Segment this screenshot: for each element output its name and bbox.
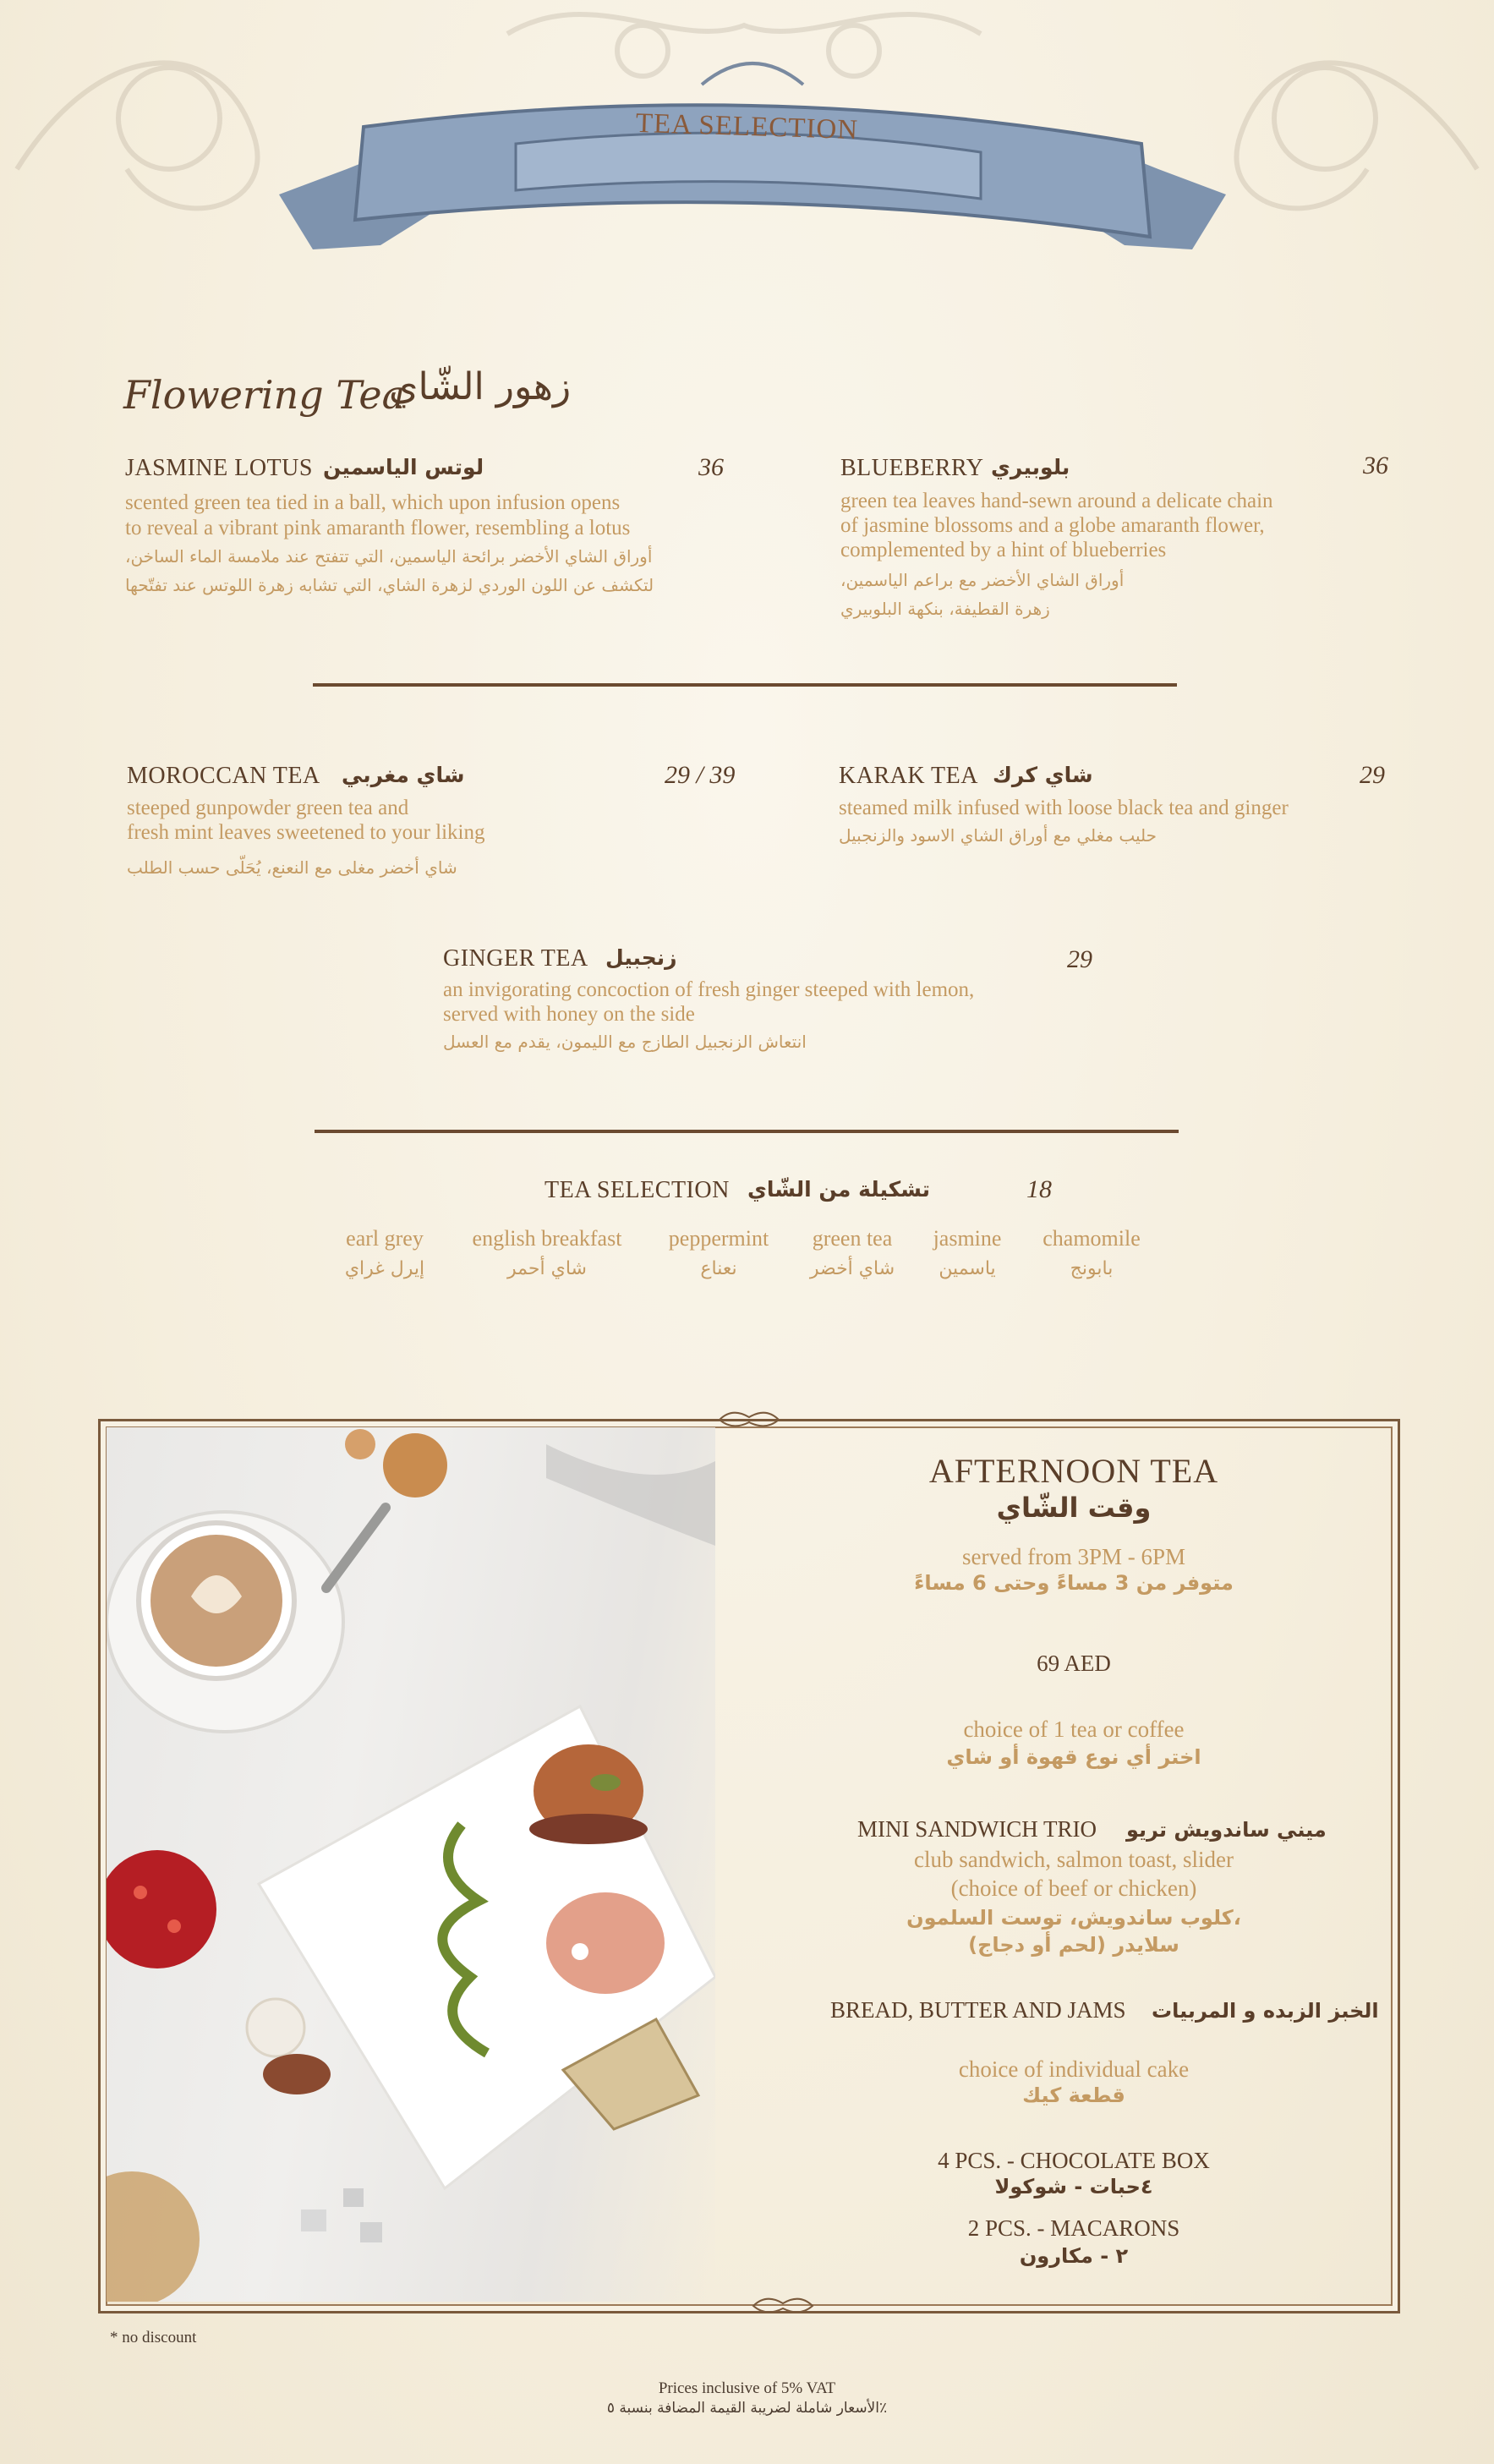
tea-name: english breakfast bbox=[472, 1226, 622, 1251]
item-desc-ar: زهرة القطيفة، بنكهة البلوبيري bbox=[840, 599, 1050, 619]
tea-name: green tea bbox=[812, 1226, 893, 1251]
afternoon-title-ar: وقت الشّاي bbox=[996, 1492, 1152, 1524]
tea-name-ar: بابونج bbox=[1070, 1258, 1114, 1279]
macarons-ar: ٢ - مكارون bbox=[1019, 2244, 1129, 2268]
item-name-ar: زنجبيل bbox=[605, 945, 677, 970]
item-desc: steeped gunpowder green tea and bbox=[127, 797, 409, 819]
item-name: BLUEBERRY bbox=[840, 455, 984, 481]
tea-name: jasmine bbox=[933, 1226, 1002, 1251]
tea-name-ar: شاي أخضر bbox=[809, 1258, 895, 1279]
item-price: 29 / 39 bbox=[665, 761, 736, 789]
banner-title: TEA SELECTION bbox=[635, 107, 859, 146]
item-price: 36 bbox=[1363, 452, 1388, 479]
item-desc: complemented by a hint of blueberries bbox=[840, 539, 1167, 561]
chocolate-box-ar: ٤حبات - شوكولا bbox=[994, 2175, 1153, 2198]
afternoon-choice: choice of 1 tea or coffee bbox=[963, 1717, 1185, 1742]
bread-title: BREAD, BUTTER AND JAMS bbox=[830, 1997, 1126, 2023]
flowering-title-ar: زهور الشّاي bbox=[389, 365, 572, 408]
item-name-ar: لوتس الياسمين bbox=[323, 455, 484, 479]
tea-name-ar: نعناع bbox=[700, 1258, 737, 1279]
item-name-ar: شاي كرك bbox=[993, 763, 1093, 787]
tea-selection-title-ar: تشكيلة من الشّاي bbox=[747, 1177, 931, 1202]
banner-ribbon bbox=[279, 51, 1226, 304]
sandwich-title-ar: ميني ساندويش تريو bbox=[1126, 1818, 1327, 1842]
item-desc: fresh mint leaves sweetened to your liking bbox=[127, 821, 485, 844]
item-desc: an invigorating concoction of fresh ginger steeped with lemon, bbox=[443, 978, 975, 1001]
divider bbox=[313, 683, 1177, 687]
afternoon-title: AFTERNOON TEA bbox=[928, 1452, 1219, 1490]
vat-note: Prices inclusive of 5% VAT bbox=[658, 2379, 836, 2397]
item-desc: to reveal a vibrant pink amaranth flower, resembling a lotus bbox=[125, 517, 631, 539]
sandwich-desc: (choice of beef or chicken) bbox=[950, 1875, 1197, 1901]
divider bbox=[315, 1130, 1179, 1133]
item-desc: scented green tea tied in a ball, which upon infusion opens bbox=[125, 491, 621, 514]
item-name: JASMINE LOTUS bbox=[125, 455, 313, 481]
afternoon-served-ar: متوفر من 3 مساءً وحتى 6 مساءً bbox=[914, 1571, 1234, 1595]
item-desc: of jasmine blossoms and a globe amaranth flower, bbox=[840, 514, 1265, 537]
item-price: 36 bbox=[698, 453, 724, 481]
item-name: KARAK TEA bbox=[839, 763, 978, 789]
item-desc-ar: شاي أخضر مغلى مع النعنع، يُحَلّى حسب الطلب bbox=[127, 857, 457, 878]
item-desc-ar: أوراق الشاي الأخضر مع براعم الياسمين، bbox=[840, 570, 1125, 590]
frame-ornament-bottom bbox=[749, 2293, 817, 2319]
sandwich-desc-ar: كلوب ساندويش، توست السلمون، bbox=[906, 1906, 1241, 1930]
item-name: GINGER TEA bbox=[443, 945, 588, 972]
tea-name: peppermint bbox=[668, 1226, 769, 1251]
sandwich-desc: club sandwich, salmon toast, slider bbox=[914, 1847, 1234, 1872]
item-name-ar: بلوبيري bbox=[991, 455, 1070, 479]
item-desc: served with honey on the side bbox=[443, 1003, 695, 1026]
afternoon-choice-ar: اختر أي نوع قهوة أو شاي bbox=[946, 1745, 1201, 1769]
tea-name-ar: شاي أحمر bbox=[507, 1258, 587, 1279]
tea-name-ar: إيرل غراي bbox=[344, 1258, 425, 1279]
item-desc-ar: لتكشف عن اللون الوردي لزهرة الشاي، التي تشابه زهرة اللوتس عند تفتّحها bbox=[125, 575, 654, 595]
tea-name: earl grey bbox=[346, 1226, 424, 1251]
sandwich-desc-ar: سلايدر (لحم أو دجاج) bbox=[968, 1933, 1179, 1957]
afternoon-price: 69 AED bbox=[1037, 1651, 1111, 1676]
afternoon-served: served from 3PM - 6PM bbox=[962, 1544, 1185, 1569]
cake-choice: choice of individual cake bbox=[958, 2056, 1190, 2082]
item-desc-ar: انتعاش الزنجبيل الطازج مع الليمون، يقدم مع العسل bbox=[443, 1032, 807, 1052]
item-price: 29 bbox=[1067, 945, 1092, 973]
sandwich-title: MINI SANDWICH TRIO bbox=[857, 1816, 1097, 1842]
item-desc: steamed milk infused with loose black tea and ginger bbox=[839, 797, 1289, 819]
bread-title-ar: الخبز الزبده و المربيات bbox=[1152, 1999, 1379, 2023]
tea-name-ar: ياسمين bbox=[939, 1258, 996, 1279]
item-price: 29 bbox=[1360, 761, 1385, 789]
no-discount-note: * no discount bbox=[110, 2329, 197, 2346]
item-desc-ar: أوراق الشاي الأخضر برائحة الياسمين، التي تتفتح عند ملامسة الماء الساخن، bbox=[125, 546, 653, 567]
tea-selection-price: 18 bbox=[1026, 1175, 1052, 1203]
item-desc-ar: حليب مغلي مع أوراق الشاي الاسود والزنجبيل bbox=[839, 825, 1157, 846]
frame-ornament-top bbox=[715, 1407, 783, 1432]
item-name: MOROCCAN TEA bbox=[127, 763, 320, 789]
afternoon-tea-photo bbox=[107, 1427, 715, 2302]
vat-note-ar: الأسعار شاملة لضريبة القيمة المضافة بنسبة ٥٪ bbox=[606, 2400, 888, 2417]
item-desc: green tea leaves hand-sewn around a delicate chain bbox=[840, 490, 1273, 512]
macarons: 2 PCS. - MACARONS bbox=[967, 2215, 1180, 2241]
chocolate-box: 4 PCS. - CHOCOLATE BOX bbox=[938, 2148, 1210, 2173]
tea-selection-title: TEA SELECTION bbox=[545, 1177, 730, 1203]
flowering-title: Flowering Tea bbox=[123, 372, 406, 418]
item-name-ar: شاي مغربي bbox=[342, 763, 465, 787]
tea-name: chamomile bbox=[1043, 1226, 1141, 1251]
cake-choice-ar: قطعة كيك bbox=[1022, 2083, 1125, 2107]
